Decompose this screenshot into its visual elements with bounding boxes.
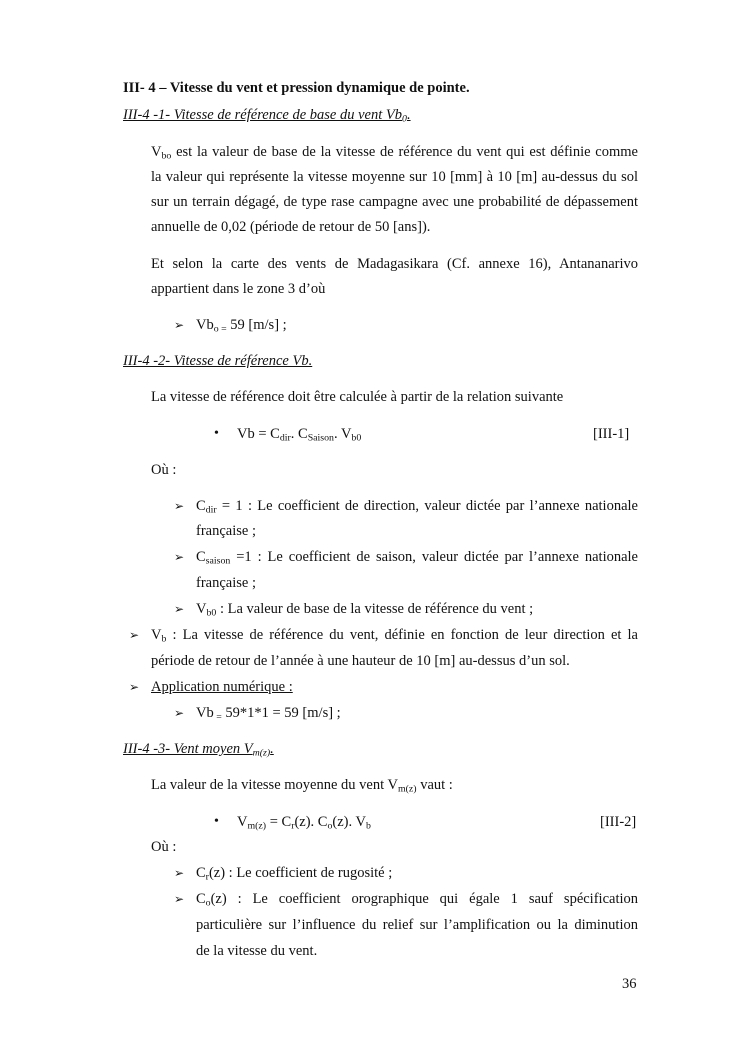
section-title: III- 4 – Vitesse du vent et pression dynamique de pointe. — [123, 80, 470, 96]
list-item-cr: $C_r(z)$ : Le coefficient de rugosité ; — [196, 865, 393, 883]
arrow-bullet-icon: ➢ — [174, 318, 185, 332]
list-item-cdir-line-1: $C_{dir} = 1$ : Le coefficient de direction, valeur dictée par l’annexe nationale — [196, 498, 638, 516]
list-item-co-line-1: $C_o(z)$ : Le coefficient orographique qui égale 1 sauf spécification — [196, 891, 638, 909]
equation-vm: $V_{m(z)} = C_r(z)$. $C_o(z)$. $V_b$ — [237, 814, 371, 832]
application-numerique-label: Application numérique : — [151, 679, 293, 695]
list-item-vbo-value: $Vb_{o =}$ 59 [m/s] ; — [196, 317, 287, 335]
heading-4-2: III-4 -2- Vitesse de référence Vb. — [123, 353, 313, 369]
list-item-vb0: $V_{b0}$ : La valeur de base de la vitesse de référence du vent ; — [196, 601, 534, 619]
list-item-csaison-line-1: $C_{saison} =1$ : Le coefficient de saison, valeur dictée par l’annexe nationale — [196, 549, 638, 567]
heading-4-1: III-4 -1- Vitesse de référence de base du vent $Vb_0$. — [123, 107, 411, 125]
list-item-co-line-2: particulière sur l’influence du relief sur l’amplification ou la diminution — [196, 917, 638, 933]
paragraph-vbo-line-2: la valeur qui représente la vitesse moyenne sur 10 [mm] à 10 [m] au-dessus du sol — [151, 169, 638, 185]
list-item-csaison-line-2: française ; — [196, 575, 256, 591]
arrow-bullet-icon: ➢ — [129, 680, 140, 694]
arrow-bullet-icon: ➢ — [174, 602, 185, 616]
paragraph-vent-moyen: La valeur de la vitesse moyenne du vent $V_{m(z)}$ vaut : — [151, 777, 453, 795]
label-ou: Où : — [151, 462, 177, 478]
paragraph-vbo-line-1: $V_{bo}$ est la valeur de base de la vitesse de référence du vent qui est définie comme — [151, 144, 638, 162]
paragraph-vbo-line-3: sur un terrain dégagé, de type rase campagne avec une probabilité de dépassement — [151, 194, 638, 210]
list-item-vb-line-2: période de retour de l’année à une hauteur de 10 [m] au-dessus d’un sol. — [151, 653, 570, 669]
application-result: Vb $_=$ 59*1*1 = 59 [m/s] ; — [196, 705, 341, 723]
paragraph-map-line-1: Et selon la carte des vents de Madagasikara (Cf. annexe 16), Antananarivo — [151, 256, 638, 272]
dot-bullet-icon: • — [214, 426, 219, 441]
page-number: 36 — [622, 976, 637, 992]
list-item-cdir-line-2: française ; — [196, 523, 256, 539]
equation-ref-iii-2: [III-2] — [600, 814, 637, 830]
arrow-bullet-icon: ➢ — [174, 550, 185, 564]
dot-bullet-icon: • — [214, 814, 219, 829]
list-item-vb-line-1: $V_b$ : La vitesse de référence du vent, définie en fonction de leur direction et la — [151, 627, 638, 645]
heading-4-3: III-4 -3- Vent moyen $V_{m(z)}$. — [123, 741, 274, 759]
paragraph-map-line-2: appartient dans le zone 3 d’où — [151, 281, 326, 297]
arrow-bullet-icon: ➢ — [174, 499, 185, 513]
arrow-bullet-icon: ➢ — [129, 628, 140, 642]
arrow-bullet-icon: ➢ — [174, 892, 185, 906]
list-item-co-line-3: de la vitesse du vent. — [196, 943, 318, 959]
paragraph-relation: La vitesse de référence doit être calculée à partir de la relation suivante — [151, 389, 564, 405]
label-ou-2: Où : — [151, 839, 177, 855]
paragraph-vbo-line-4: annuelle de 0,02 (période de retour de 50 [ans]). — [151, 219, 431, 235]
equation-ref-iii-1: [III-1] — [593, 426, 630, 442]
equation-vb: $Vb = C_{dir}$. $C_{Saison}$. $V_{b0}$ — [237, 426, 362, 444]
arrow-bullet-icon: ➢ — [174, 706, 185, 720]
arrow-bullet-icon: ➢ — [174, 866, 185, 880]
